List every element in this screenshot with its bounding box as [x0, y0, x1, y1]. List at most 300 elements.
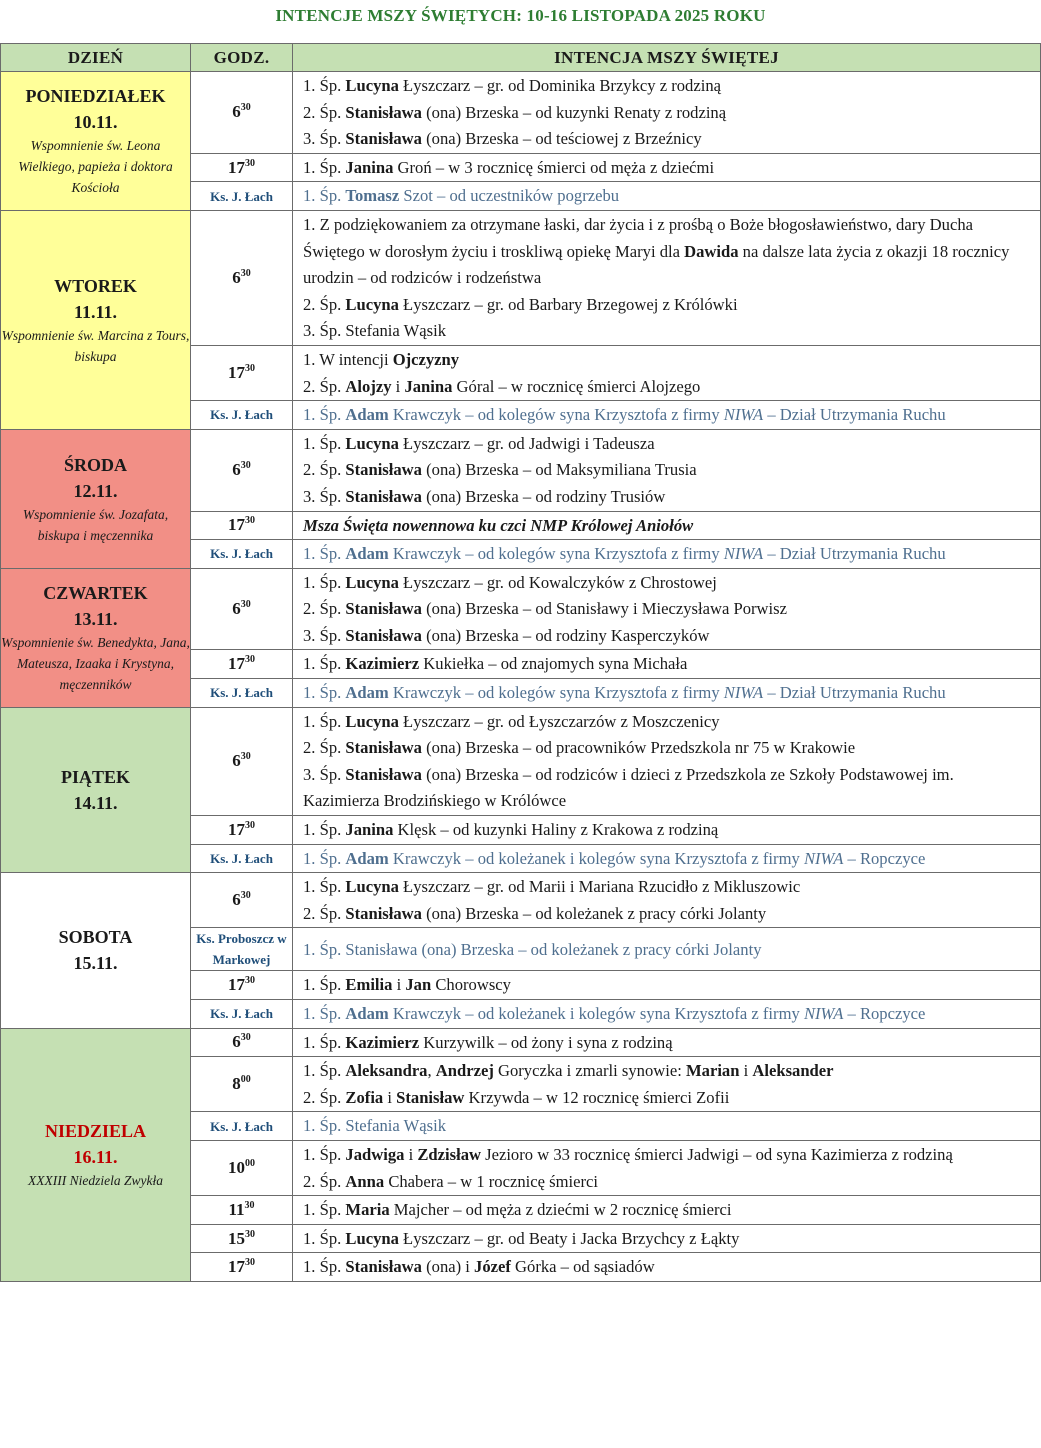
- intention-text: (ona) Brzeska – od Stanisławy i Mieczysława Porwisz: [421, 599, 787, 619]
- intention-text: 1. Śp.: [303, 654, 346, 674]
- mass-time: [191, 1224, 293, 1253]
- mass-row: [1, 707, 1041, 815]
- minutes: 30: [240, 267, 251, 279]
- mass-time: [191, 873, 293, 928]
- intention-text: (ona) Brzeska – od Maksymiliana Trusia: [421, 460, 697, 480]
- intention-text: na dalsze lata życia z okazji 18 rocznicy urodzin – od rodziców i rodzeństwa: [303, 241, 1010, 288]
- mass-time: [191, 1028, 293, 1057]
- intention-line: [303, 846, 1030, 873]
- mass-time: [191, 153, 293, 182]
- mass-time: [191, 971, 293, 1000]
- intention-line: [303, 457, 1030, 484]
- intention-text: 2. Śp.: [303, 1087, 346, 1107]
- intention-text: Ojczyzny: [392, 349, 460, 369]
- header-intention: INTENCJA MSZY ŚWIĘTEJ: [293, 44, 1041, 72]
- hour: 17: [228, 363, 245, 383]
- intention-text: 2. Śp.: [303, 599, 346, 619]
- intention-text: Łyszczarz – gr. od Beaty i Jacka Brzychcy z Łąkty: [398, 1228, 740, 1248]
- hour: 17: [228, 157, 245, 177]
- intention-text: Łyszczarz – gr. od Kowalczyków z Chrostowej: [398, 572, 717, 592]
- hour: 6: [232, 751, 241, 771]
- intention-text: Chorowscy: [431, 975, 511, 995]
- intention-text: i: [391, 376, 405, 396]
- intention-text: Adam: [345, 848, 389, 868]
- minutes: 30: [245, 363, 255, 375]
- intention-cell: [293, 210, 1041, 345]
- intention-text: (ona) Brzeska – od teściowej z Brzeźnicy: [421, 129, 702, 149]
- intention-line: [303, 347, 1030, 374]
- day-name: WTOREK: [54, 275, 137, 296]
- intention-text: Krawczyk – od kolegów syna Krzysztofa z firmy: [388, 544, 724, 564]
- intention-text: i: [739, 1061, 753, 1081]
- intention-cell: [293, 707, 1041, 815]
- intention-cell: [293, 568, 1041, 650]
- hour: 11: [228, 1199, 245, 1219]
- intention-text: Krawczyk – od koleżanek i kolegów syna Krzysztofa z firmy: [388, 1004, 804, 1023]
- intention-text: Anna: [345, 1171, 385, 1191]
- mass-time: [191, 511, 293, 540]
- intention-text: Lucyna: [345, 76, 399, 95]
- intention-text: Górka – od sąsiadów: [510, 1257, 655, 1277]
- intention-text: – Ropczyce: [843, 848, 926, 868]
- intention-text: Kazimierz: [345, 1032, 420, 1052]
- intention-text: (ona) Brzeska – od pracowników Przedszkola nr 75 w Krakowie: [421, 738, 856, 758]
- minutes: 00: [245, 1158, 255, 1170]
- day-cell: [1, 72, 191, 211]
- intention-text: Stanisława: [345, 102, 422, 122]
- mass-time: [191, 816, 293, 845]
- intention-text: 1. Śp.: [303, 877, 346, 897]
- intention-text: Zdzisław: [417, 1144, 481, 1164]
- intention-text: Stanisława: [345, 738, 422, 758]
- intention-text: Klęsk – od kuzynki Haliny z Krakowa z rodziną: [393, 820, 719, 840]
- table-header-row: [1, 44, 1041, 72]
- intention-text: 1. Śp.: [303, 975, 346, 995]
- intention-text: 1. Śp. Stanisława (ona) Brzeska – od koleżanek z pracy córki Jolanty: [303, 939, 762, 959]
- intention-text: Stanisława: [345, 599, 422, 619]
- intention-text: Stanisław: [396, 1087, 465, 1107]
- minutes: 30: [245, 975, 255, 987]
- intention-text: 1. Śp.: [303, 820, 346, 840]
- intention-text: 3. Śp. Stefania Wąsik: [303, 321, 447, 341]
- intention-text: 3. Śp.: [303, 625, 346, 645]
- mass-time: [191, 1253, 293, 1282]
- intention-text: 1. Śp. Stefania Wąsik: [303, 1116, 447, 1136]
- intention-text: (ona) Brzeska – od kuzynki Renaty z rodziną: [421, 102, 727, 122]
- day-date: 12.11.: [73, 480, 118, 501]
- day-memorial: XXXIII Niedziela Zwykła: [28, 1173, 163, 1189]
- intention-text: 1. Śp.: [303, 572, 346, 592]
- day-date: 15.11.: [73, 953, 118, 974]
- day-memorial: Wspomnienie św. Benedykta, Jana, Mateusza, Izaaka i Krystyna, męczenników: [1, 635, 190, 693]
- intention-text: Stanisława: [345, 903, 422, 923]
- intention-text: NIWA: [723, 405, 764, 425]
- intention-text: Kukiełka – od znajomych syna Michała: [419, 654, 688, 674]
- intention-line: [303, 1142, 1030, 1169]
- intention-cell: [293, 1224, 1041, 1253]
- intention-text: 2. Śp.: [303, 738, 346, 758]
- intention-text: 2. Śp.: [303, 376, 346, 396]
- intention-cell: [293, 650, 1041, 679]
- day-cell: [1, 429, 191, 568]
- hour: 17: [228, 975, 245, 995]
- minutes: 30: [240, 599, 251, 611]
- hour: 17: [228, 1257, 245, 1277]
- intention-line: [303, 901, 1030, 928]
- intention-cell: [293, 873, 1041, 928]
- intention-text: Lucyna: [345, 877, 399, 897]
- intention-cell: [293, 72, 1041, 154]
- intention-text: Zofia: [345, 1087, 384, 1107]
- intention-text: i: [392, 975, 406, 995]
- intention-line: [303, 937, 1030, 964]
- day-name: NIEDZIELA: [44, 1121, 147, 1142]
- hour: 6: [232, 599, 241, 619]
- intention-text: 2. Śp.: [303, 294, 346, 314]
- intention-text: (ona) Brzeska – od rodziców i dzieci z Przedszkola ze Szkoły Podstawowej im. Kazimierza Brodzińskiego w Królówce: [303, 764, 954, 811]
- celebrant: Ks. J. Łach: [191, 540, 293, 569]
- intention-text: Adam: [345, 1004, 389, 1023]
- intention-text: Emilia: [345, 975, 393, 995]
- intention-text: Stanisława: [345, 625, 422, 645]
- mass-time: [191, 429, 293, 511]
- intention-text: 2. Śp.: [303, 1171, 346, 1191]
- intention-cell: [293, 153, 1041, 182]
- intention-text: Maria: [345, 1200, 390, 1220]
- intention-text: Majcher – od męża z dziećmi w 2 rocznicę śmierci: [389, 1200, 732, 1220]
- day-cell: [1, 210, 191, 429]
- intention-cell: [293, 182, 1041, 211]
- celebrant: Ks. J. Łach: [191, 679, 293, 708]
- intention-text: Adam: [345, 544, 389, 564]
- hour: 17: [228, 515, 245, 535]
- intention-text: (ona) i: [421, 1257, 475, 1277]
- intention-text: Stanisława: [345, 129, 422, 149]
- day-date: 13.11.: [73, 609, 118, 630]
- intention-cell: [293, 928, 1041, 971]
- intention-line: [303, 1085, 1030, 1112]
- mass-row: [1, 429, 1041, 511]
- intention-line: [303, 1254, 1030, 1281]
- intention-text: 1. Śp.: [303, 1228, 346, 1248]
- day-date: 10.11.: [73, 112, 118, 133]
- intention-text: Józef: [474, 1257, 511, 1277]
- intention-line: [303, 817, 1030, 844]
- minutes: 30: [240, 1032, 251, 1044]
- intention-line: [303, 374, 1030, 401]
- mass-row: [1, 72, 1041, 154]
- day-name: ŚRODA: [63, 454, 127, 475]
- minutes: 30: [245, 654, 255, 666]
- intention-text: 3. Śp.: [303, 129, 346, 149]
- hour: 10: [228, 1158, 245, 1178]
- intention-line: [303, 318, 1030, 345]
- celebrant: Ks. J. Łach: [191, 1000, 293, 1029]
- intention-text: (ona) Brzeska – od koleżanek z pracy córki Jolanty: [421, 903, 767, 923]
- mass-time: [191, 1140, 293, 1195]
- day-memorial: Wspomnienie św. Marcina z Tours, biskupa: [1, 327, 190, 364]
- header-time: GODZ.: [191, 44, 293, 72]
- intention-line: [303, 623, 1030, 650]
- day-cell: [1, 873, 191, 1028]
- intention-text: Łyszczarz – gr. od Dominika Brzykcy z rodziną: [398, 76, 721, 95]
- intention-text: 1. Śp.: [303, 1144, 346, 1164]
- intention-cell: [293, 511, 1041, 540]
- day-date: 11.11.: [73, 301, 117, 322]
- intention-text: 1. Śp.: [303, 405, 346, 425]
- day-name: PIĄTEK: [60, 766, 130, 787]
- minutes: 00: [240, 1074, 251, 1086]
- intention-line: [303, 972, 1030, 999]
- intention-text: 1. Śp.: [303, 433, 346, 453]
- intention-text: Stanisława: [345, 460, 422, 480]
- intention-line: [303, 183, 1030, 210]
- day-cell: [1, 1028, 191, 1281]
- intention-text: NIWA: [803, 848, 844, 868]
- intention-text: Janina: [404, 376, 453, 396]
- intention-line: [303, 292, 1030, 319]
- day-name: SOBOTA: [58, 927, 133, 948]
- minutes: 30: [245, 1257, 255, 1269]
- intention-text: 1. Śp.: [303, 711, 346, 731]
- page-title: INTENCJE MSZY ŚWIĘTYCH: 10-16 LISTOPADA 2025 ROKU: [275, 6, 766, 25]
- intention-cell: [293, 1112, 1041, 1141]
- intention-cell: [293, 345, 1041, 400]
- intention-line: [303, 155, 1030, 182]
- intention-cell: [293, 1253, 1041, 1282]
- day-name: PONIEDZIAŁEK: [25, 86, 166, 107]
- intention-text: 3. Śp.: [303, 486, 346, 506]
- intention-line: [303, 212, 1030, 292]
- mass-time: [191, 210, 293, 345]
- hour: 6: [232, 460, 241, 480]
- intention-text: – Ropczyce: [843, 1004, 926, 1023]
- intention-line: [303, 431, 1030, 458]
- intention-line: [303, 513, 1030, 540]
- minutes: 30: [244, 1199, 255, 1211]
- intention-text: – Dział Utrzymania Ruchu: [763, 683, 946, 703]
- intention-text: 1. Śp.: [303, 1004, 346, 1023]
- intention-text: ,: [427, 1061, 436, 1081]
- intention-text: (ona) Brzeska – od rodziny Kasperczyków: [421, 625, 710, 645]
- intention-text: Jezioro w 33 rocznicę śmierci Jadwigi – od syna Kazimierza z rodziną: [480, 1144, 953, 1164]
- minutes: 30: [245, 157, 255, 169]
- hour: 17: [228, 819, 245, 839]
- celebrant: Ks. J. Łach: [191, 1112, 293, 1141]
- intention-text: Łyszczarz – gr. od Marii i Mariana Rzucidło z Mikluszowic: [398, 877, 801, 897]
- intention-text: Janina: [345, 820, 394, 840]
- mass-time: [191, 1196, 293, 1225]
- intention-text: Łyszczarz – gr. od Barbary Brzegowej z Królówki: [398, 294, 738, 314]
- intention-text: Stanisława: [345, 486, 422, 506]
- intention-cell: [293, 540, 1041, 569]
- minutes: 30: [245, 819, 255, 831]
- intention-text: Aleksander: [752, 1061, 834, 1081]
- intention-text: Marian: [686, 1061, 740, 1081]
- intention-text: 1. Śp.: [303, 1061, 346, 1081]
- intention-line: [303, 596, 1030, 623]
- intention-text: 1. Śp.: [303, 544, 346, 564]
- mass-time: [191, 72, 293, 154]
- intention-text: Tomasz: [345, 186, 400, 206]
- day-memorial: Wspomnienie św. Leona Wielkiego, papieża i doktora Kościoła: [18, 138, 173, 196]
- intention-text: Szot – od uczestników pogrzebu: [399, 186, 620, 206]
- intention-text: Krawczyk – od koleżanek i kolegów syna Krzysztofa z firmy: [388, 848, 804, 868]
- intention-text: 1. Śp.: [303, 1200, 346, 1220]
- hour: 15: [228, 1228, 245, 1248]
- mass-row: [1, 1028, 1041, 1057]
- intention-text: Góral – w rocznicę śmierci Alojzego: [452, 376, 701, 396]
- intention-text: 2. Śp.: [303, 460, 346, 480]
- intention-text: Lucyna: [345, 294, 399, 314]
- intention-text: Stanisława: [345, 1257, 422, 1277]
- header-day: DZIEŃ: [1, 44, 191, 72]
- intention-text: Adam: [345, 405, 389, 425]
- intention-text: Stanisława: [345, 764, 422, 784]
- intention-text: – Dział Utrzymania Ruchu: [763, 544, 946, 564]
- intention-text: Dawida: [684, 241, 739, 261]
- mass-time: [191, 707, 293, 815]
- intention-cell: [293, 1028, 1041, 1057]
- intention-text: 1. Śp.: [303, 76, 346, 95]
- intention-text: 1. Śp.: [303, 186, 346, 206]
- intention-line: [303, 1197, 1030, 1224]
- hour: 6: [232, 267, 241, 287]
- intention-cell: [293, 401, 1041, 430]
- intention-text: (ona) Brzeska – od rodziny Trusiów: [421, 486, 666, 506]
- intention-cell: [293, 1057, 1041, 1112]
- minutes: 30: [240, 102, 251, 114]
- day-date: 16.11.: [73, 1147, 118, 1168]
- intention-text: Janina: [345, 157, 394, 177]
- intention-cell: [293, 1140, 1041, 1195]
- intention-text: Msza Święta nowennowa ku czci NMP Królowej Aniołów: [303, 515, 694, 535]
- intention-text: 2. Śp.: [303, 102, 346, 122]
- intention-text: i: [383, 1087, 397, 1107]
- intention-line: [303, 1058, 1030, 1085]
- intention-text: Goryczka i zmarli synowie:: [493, 1061, 686, 1081]
- intention-text: Jadwiga: [345, 1144, 405, 1164]
- intention-text: Jan: [405, 975, 432, 995]
- intention-text: 1. Śp.: [303, 683, 346, 703]
- minutes: 30: [240, 460, 251, 472]
- intention-text: Łyszczarz – gr. od Jadwigi i Tadeusza: [398, 433, 655, 453]
- mass-time: [191, 345, 293, 400]
- intention-line: [303, 762, 1030, 815]
- intention-cell: [293, 679, 1041, 708]
- intention-text: Kurzywilk – od żony i syna z rodziną: [419, 1032, 673, 1052]
- hour: 8: [232, 1074, 241, 1094]
- intention-text: Kazimierz: [345, 654, 420, 674]
- intention-cell: [293, 1000, 1041, 1029]
- day-name: CZWARTEK: [43, 583, 148, 604]
- intention-line: [303, 1001, 1030, 1028]
- intention-line: [303, 874, 1030, 901]
- table-body: [1, 72, 1041, 1282]
- mass-row: [1, 568, 1041, 650]
- mass-row: [1, 873, 1041, 928]
- celebrant: Ks. J. Łach: [191, 844, 293, 873]
- hour: 6: [232, 102, 241, 122]
- day-cell: [1, 707, 191, 873]
- intention-line: [303, 484, 1030, 511]
- day-date: 14.11.: [73, 792, 118, 813]
- day-memorial: Wspomnienie św. Jozafata, biskupa i męczennika: [22, 506, 169, 543]
- intention-text: i: [404, 1144, 418, 1164]
- intention-text: Chabera – w 1 rocznicę śmierci: [384, 1171, 598, 1191]
- intention-cell: [293, 844, 1041, 873]
- intention-text: Lucyna: [345, 711, 399, 731]
- intention-line: [303, 402, 1030, 429]
- intention-text: 1. Z podziękowaniem za otrzymane łaski, dar życia i z prośbą o Boże błogosławieństwo, dary Ducha Świętego w dorosłym życiu i troskliwą opiekę Maryi dla: [303, 214, 973, 261]
- intention-text: NIWA: [723, 544, 764, 564]
- intention-line: [303, 680, 1030, 707]
- intention-line: [303, 570, 1030, 597]
- intention-text: Krawczyk – od kolegów syna Krzysztofa z firmy: [388, 405, 724, 425]
- intention-line: [303, 100, 1030, 127]
- mass-row: [1, 210, 1041, 345]
- day-cell: [1, 568, 191, 707]
- intention-text: Alojzy: [345, 376, 392, 396]
- intention-text: NIWA: [723, 683, 764, 703]
- mass-intentions-table: [0, 43, 1041, 1282]
- intention-line: [303, 73, 1030, 100]
- celebrant: Ks. Proboszcz w Markowej: [191, 928, 293, 971]
- mass-time: [191, 1057, 293, 1112]
- intention-cell: [293, 971, 1041, 1000]
- intention-text: 2. Śp.: [303, 903, 346, 923]
- celebrant: Ks. J. Łach: [191, 182, 293, 211]
- intention-line: [303, 1030, 1030, 1057]
- intention-line: [303, 1113, 1030, 1140]
- intention-text: 1. Śp.: [303, 1257, 346, 1277]
- intention-text: Adam: [345, 683, 389, 703]
- intention-text: – Dział Utrzymania Ruchu: [763, 405, 946, 425]
- intention-line: [303, 1169, 1030, 1196]
- intention-cell: [293, 429, 1041, 511]
- intention-text: Lucyna: [345, 1228, 399, 1248]
- hour: 6: [232, 1032, 241, 1052]
- minutes: 30: [245, 515, 255, 527]
- intention-line: [303, 651, 1030, 678]
- intention-line: [303, 709, 1030, 736]
- intention-text: Aleksandra: [345, 1061, 428, 1081]
- intention-text: Andrzej: [435, 1061, 494, 1081]
- intention-text: 1. Śp.: [303, 1032, 346, 1052]
- minutes: 30: [240, 751, 251, 763]
- intention-line: [303, 1226, 1030, 1253]
- intention-line: [303, 541, 1030, 568]
- intention-text: NIWA: [803, 1004, 844, 1023]
- intention-cell: [293, 1196, 1041, 1225]
- intention-text: Krawczyk – od kolegów syna Krzysztofa z firmy: [388, 683, 724, 703]
- intention-cell: [293, 816, 1041, 845]
- mass-time: [191, 568, 293, 650]
- intention-text: Łyszczarz – gr. od Łyszczarzów z Moszczenicy: [398, 711, 720, 731]
- intention-line: [303, 735, 1030, 762]
- minutes: 30: [245, 1228, 255, 1240]
- hour: 17: [228, 654, 245, 674]
- celebrant: Ks. J. Łach: [191, 401, 293, 430]
- intention-text: Lucyna: [345, 433, 399, 453]
- hour: 6: [232, 890, 241, 910]
- mass-time: [191, 650, 293, 679]
- intention-text: 1. Śp.: [303, 157, 346, 177]
- intention-text: Groń – w 3 rocznicę śmierci od męża z dziećmi: [393, 157, 715, 177]
- intention-text: 1. W intencji: [303, 349, 393, 369]
- intention-text: 3. Śp.: [303, 764, 346, 784]
- intention-text: Lucyna: [345, 572, 399, 592]
